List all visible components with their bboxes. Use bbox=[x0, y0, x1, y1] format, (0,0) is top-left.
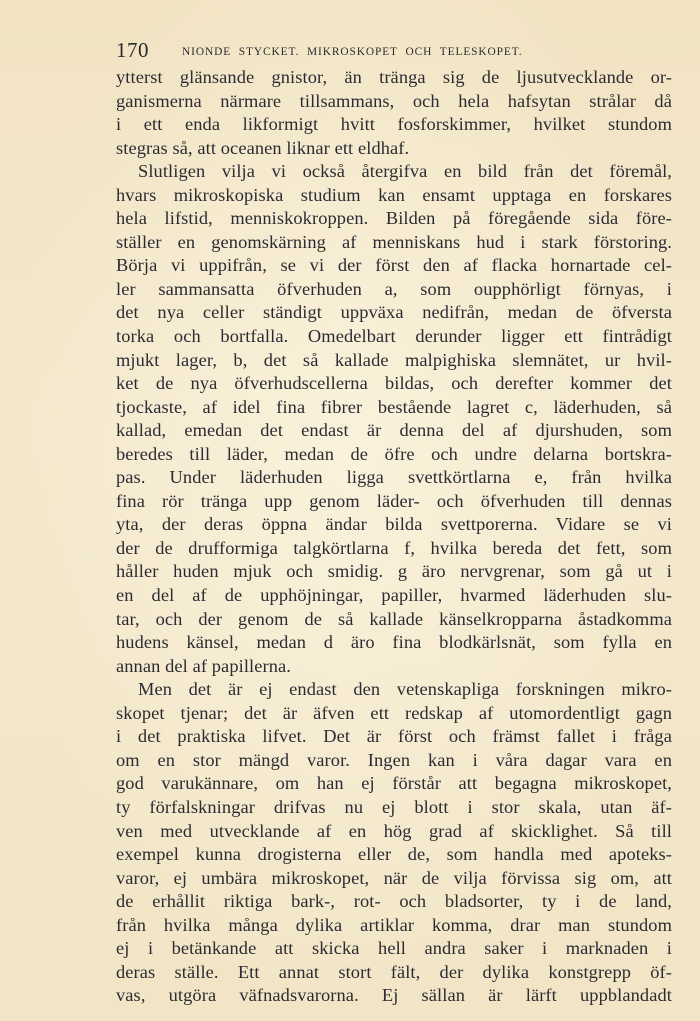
text-line: ven med utvecklande af en hög grad af skicklighet. Så till bbox=[116, 820, 672, 841]
text-line: torka och bortfalla. Omedelbart derunder ligger ett fintrådigt bbox=[116, 326, 672, 347]
page-number: 170 bbox=[116, 38, 149, 62]
body-text bbox=[116, 66, 672, 1008]
text-line: varor, ej umbära mikroskopet, när de vilja förvissa sig om, att bbox=[116, 867, 672, 888]
text-line: om en stor mängd varor. Ingen kan i våra dagar vara en bbox=[116, 749, 672, 770]
text-line: ganismerna närmare tillsammans, och hela hafsytan strålar då bbox=[116, 90, 672, 111]
text-line: tjockaste, af idel fina fibrer bestående lagret c, läderhuden, så bbox=[116, 396, 672, 417]
text-line: hvars mikroskopiska studium kan ensamt upptaga en forskares bbox=[116, 184, 672, 205]
text-line: ej i betänkande att skicka hell andra saker i marknaden i bbox=[116, 938, 672, 959]
text-line: ket de nya öfverhudscellerna bildas, och derefter kommer det bbox=[116, 373, 672, 394]
page-header bbox=[116, 38, 676, 64]
text-line: stegras så, att oceanen liknar ett eldhaf. bbox=[116, 137, 410, 158]
text-line: Slutligen vilja vi också återgifva en bild från det föremål, bbox=[138, 161, 672, 182]
text-line: pas. Under läderhuden ligga svettkörtlarna e, från hvilka bbox=[116, 467, 672, 488]
text-line: tar, och der genom de så kallade känselkropparna åstadkomma bbox=[116, 608, 672, 629]
text-line: der de drufformiga talgkörtlarna f, hvilka bereda det fett, som bbox=[116, 537, 672, 558]
text-line: mjukt lager, b, det så kallade malpighiska slemnätet, ur hvil- bbox=[116, 349, 672, 370]
text-line: hela lifstid, menniskokroppen. Bilden på föregående sida före- bbox=[116, 208, 672, 229]
text-line: kallad, emedan det endast är denna del af djurshuden, som bbox=[116, 420, 672, 441]
text-line: ställer en genomskärning af menniskans hud i stark förstoring. bbox=[116, 231, 672, 252]
text-line: håller huden mjuk och smidig. g äro nervgrenar, som gå ut i bbox=[116, 561, 672, 582]
text-line: annan del af papillerna. bbox=[116, 655, 291, 676]
text-line: fina rör tränga upp genom läder- och öfverhuden till dennas bbox=[116, 490, 672, 511]
text-line: yta, der deras öppna ändar bilda svettporerna. Vidare se vi bbox=[116, 514, 672, 535]
text-line: god varukännare, om han ej förstår att begagna mikroskopet, bbox=[116, 773, 672, 794]
text-line: ler sammansatta öfverhuden a, som oupphörligt förnyas, i bbox=[116, 278, 672, 299]
running-title: NIONDE STYCKET. MIKROSKOPET OCH TELESKOPET. bbox=[182, 46, 523, 58]
text-line: deras ställe. Ett annat stort fält, der dylika konstgrepp öf- bbox=[116, 961, 672, 982]
text-line: Börja vi uppifrån, se vi der först den af flacka hornartade cel- bbox=[116, 255, 672, 276]
text-line: från hvilka många dylika artiklar komma, drar man stundom bbox=[116, 914, 672, 935]
text-line: i ett enda likformigt hvitt fosforskimmer, hvilket stundom bbox=[116, 114, 672, 135]
text-line: i det praktiska lifvet. Det är först och främst fallet i fråga bbox=[116, 726, 672, 747]
text-line: exempel kunna drogisterna eller de, som handla med apoteks- bbox=[116, 844, 672, 865]
text-line: ty förfalskningar drifvas nu ej blott i stor skala, utan äf- bbox=[116, 796, 672, 817]
text-line: skopet tjenar; det är äfven ett redskap af utomordentligt gagn bbox=[116, 702, 672, 723]
text-line: beredes till läder, medan de öfre och undre delarna bortskra- bbox=[116, 443, 672, 464]
text-line: det nya celler ständigt uppväxa nedifrån, medan de öfversta bbox=[116, 302, 672, 323]
text-line: en del af de upphöjningar, papiller, hvarmed läderhuden slu- bbox=[116, 585, 672, 606]
text-line: vas, utgöra väfnadsvarorna. Ej sällan är lärft uppblandadt bbox=[116, 985, 672, 1006]
text-line: ytterst glänsande gnistor, än tränga sig de ljusutvecklande or- bbox=[116, 67, 672, 87]
text-line: Men det är ej endast den vetenskapliga forskningen mikro- bbox=[138, 679, 672, 700]
text-line: de erhållit riktiga bark-, rot- och bladsorter, ty i de land, bbox=[116, 891, 672, 912]
text-line: hudens känsel, medan d äro fina blodkärlsnät, som fylla en bbox=[116, 632, 672, 653]
